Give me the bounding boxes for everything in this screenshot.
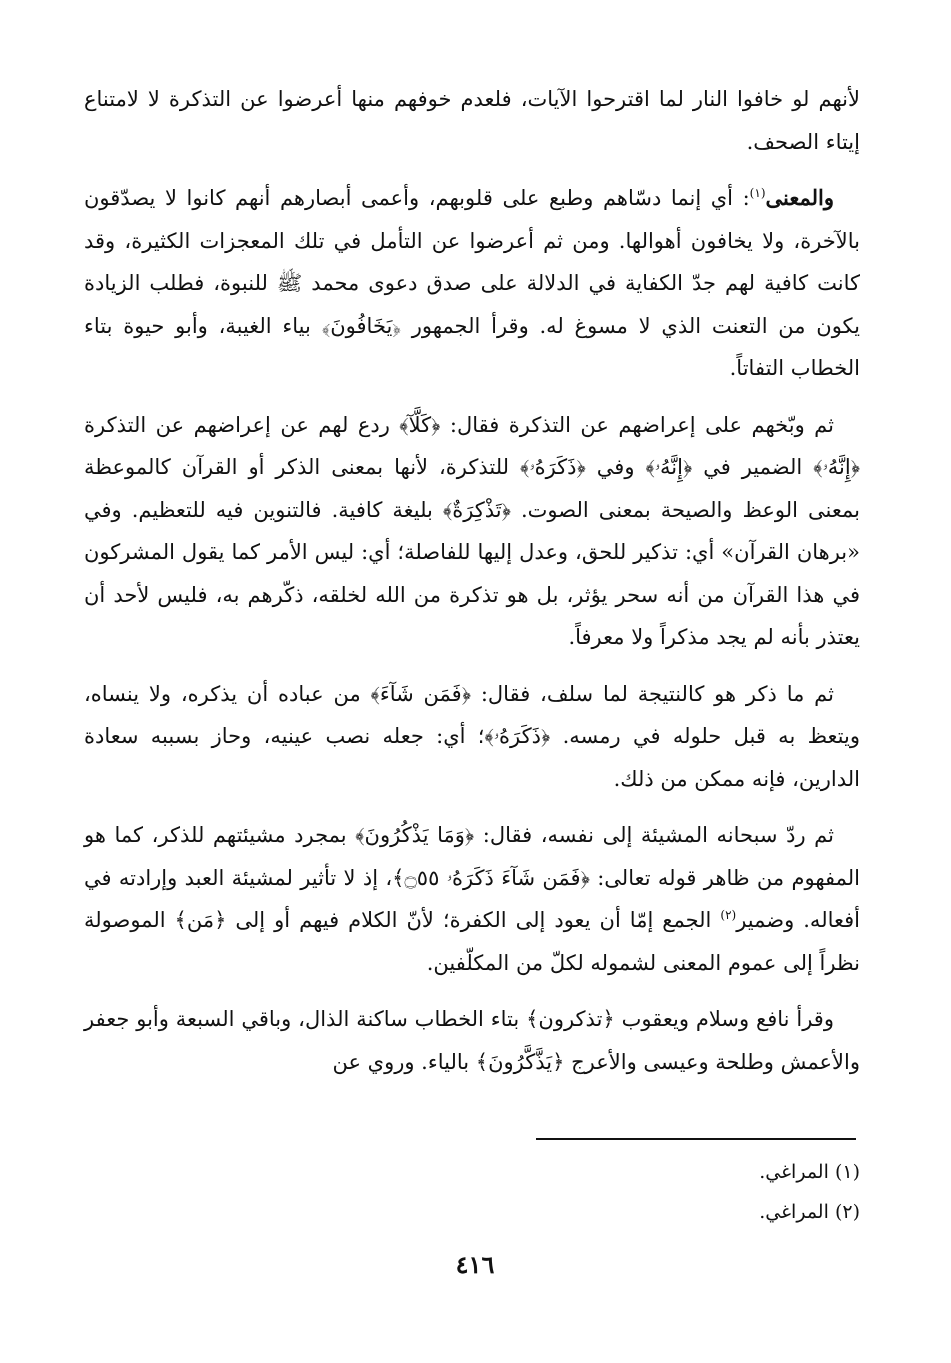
paragraph-2	[84, 177, 860, 390]
paragraph-text: ثم ما ذكر هو كالنتيجة لما سلف، فقال: ﴿فَمَن شَآءَ﴾ من عباده أن يذكره، ولا ينساه، ويتعظ به قبل حلوله في رمسه. ﴿ذَكَرَهُۥ﴾؛ أي: جعله نصب عينيه، وحاز بسببه سعادة الدارين، فإنه ممكن من ذلك.	[84, 681, 860, 791]
paragraph-6	[84, 998, 860, 1083]
footnote-number: (١)	[834, 1161, 860, 1183]
paragraph-text: ثم ردّ سبحانه المشيئة إلى نفسه، فقال: ﴿وَمَا يَذْكُرُونَ﴾ بمجرد مشيئتهم للذكر، كما هو المفهوم من ظاهر قوله تعالى: ﴿فَمَن شَآءَ ذَكَرَهُۥ ۝٥٥﴾، إذ لا تأثير لمشيئة العبد وإرادته في أفعاله. وضمير	[84, 823, 860, 932]
footnote-divider	[536, 1138, 856, 1140]
footnote-ref: (١)	[749, 186, 766, 200]
paragraph-text: وقرأ نافع وسلام ويعقوب ﴿تذكرون﴾ بتاء الخطاب ساكنة الذال، وباقي السبعة وأبو جعفر والأعمش وطلحة وعيسى والأعرج ﴿يَذَّكَّرُونَ﴾ بالياء. وروي عن	[84, 1007, 860, 1074]
footnotes	[600, 1152, 860, 1232]
paragraph-1	[84, 78, 860, 163]
footnote-text: المراغي.	[759, 1201, 829, 1223]
footnote-text: المراغي.	[759, 1161, 829, 1183]
main-text	[84, 78, 860, 1097]
paragraph-text: ثم وبّخهم على إعراضهم عن التذكرة فقال: ﴿كَلَّآ﴾ ردع لهم عن إعراضهم عن التذكرة ﴿إِنَّهُۥ﴾ الضمير في ﴿إِنَّهُۥ﴾ وفي ﴿ذَكَرَهُۥ﴾ للتذكرة، لأنها بمعنى الذكر أو القرآن كالموعظة بمعنى الوعظ والصيحة بمعنى الصوت. ﴿تَذْكِرَةٌ﴾ بليغة كافية. فالتنوين فيه للتعظيم. وفي «برهان القرآن» أي: تذكير للحق، وعدل إليها للفاصلة؛ أي: ليس الأمر كما يقول المشركون في هذا القرآن من أنه سحر يؤثر، بل هو تذكرة من الله لخلقه، ذكّرهم به، فليس لأحد أن يعتذر بأنه لم يجد مذكراً ولا معرفاً.	[84, 412, 860, 649]
footnote-item	[600, 1192, 860, 1232]
paragraph-3	[84, 404, 860, 659]
paragraph-5	[84, 814, 860, 984]
footnote-item	[600, 1152, 860, 1192]
paragraph-text: لأنهم لو خافوا النار لما اقترحوا الآيات، فلعدم خوفهم منها أعرضوا عن التذكرة لا لامتناع إيتاء الصحف.	[84, 87, 860, 154]
paragraph-4	[84, 673, 860, 801]
paragraph-text: : أي إنما دسّاهم وطبع على قلوبهم، وأعمى أبصارهم أنهم كانوا لا يصدّقون بالآخرة، ولا يخافون أهوالها. ومن ثم أعرضوا عن التأمل في تلك المعجزات الكثيرة، وقد كانت كافية لهم جدّ الكفاية في الدلالة على صدق دعوى محمد ﷺ للنبوة، فطلب الزيادة يكون من التعنت الذي لا مسوغ له. وقرأ الجمهور ﴿يَخَافُونَ﴾ بياء الغيبة، وأبو حيوة بتاء الخطاب التفاتاً.	[84, 186, 860, 380]
footnote-number: (٢)	[834, 1201, 860, 1223]
paragraph-lead: والمعنى	[765, 185, 834, 210]
paragraph-text: الجمع إمّا أن يعود إلى الكفرة؛ لأنّ الكلام فيهم أو إلى ﴿مَن﴾ الموصولة نظراً إلى عموم المعنى لشموله لكلّ من المكلّفين.	[84, 908, 860, 975]
footnote-ref: (٢)	[720, 908, 737, 922]
page-number: ٤١٦	[455, 1250, 495, 1279]
